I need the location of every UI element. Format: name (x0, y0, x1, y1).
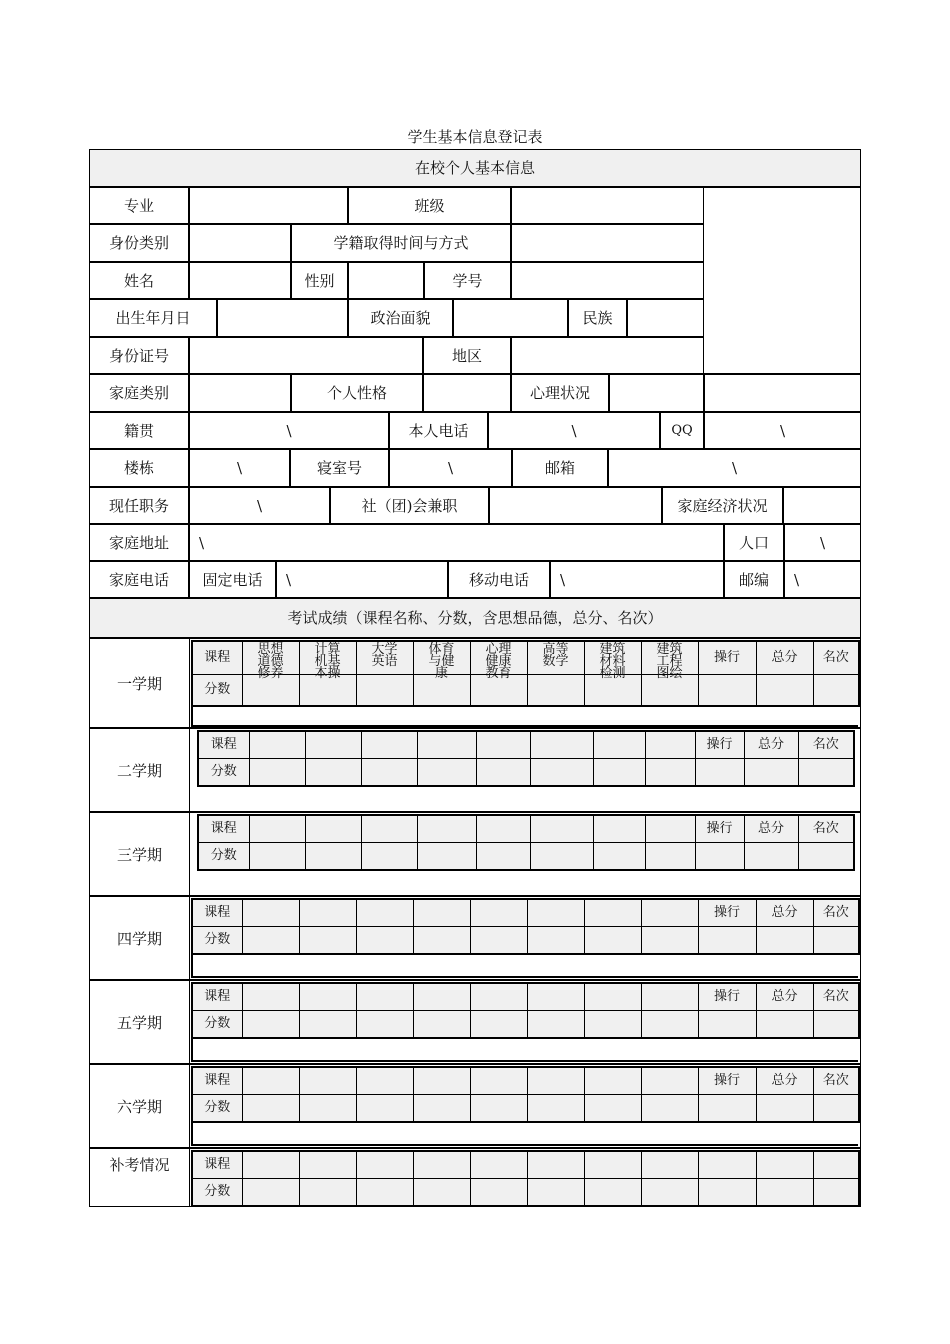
score-input[interactable] (813, 1011, 859, 1039)
conduct-label: 操行 (698, 641, 756, 675)
score-input[interactable] (527, 1179, 584, 1207)
semester-label: 六学期 (89, 1064, 190, 1148)
dorm-label: 寝室号 (290, 449, 389, 487)
subject-input[interactable] (413, 899, 470, 927)
landline-input[interactable]: \ (276, 561, 448, 598)
home-phone-label: 家庭电话 (89, 561, 189, 598)
score-input[interactable] (527, 1011, 584, 1039)
score-input[interactable] (695, 759, 744, 787)
subject-input[interactable] (527, 983, 584, 1011)
subject-input[interactable] (527, 1067, 584, 1095)
score-row-label: 分数 (192, 1095, 242, 1123)
score-input[interactable] (249, 843, 305, 871)
family-economy-input[interactable] (783, 487, 861, 524)
subject-input[interactable] (527, 1151, 584, 1179)
semester-label: 一学期 (89, 638, 190, 728)
family-type-input[interactable] (189, 374, 291, 412)
building-input[interactable]: \ (189, 449, 290, 487)
section-header-personal-info: 在校个人基本信息 (89, 149, 861, 187)
table-footer-rule (191, 703, 858, 727)
rank-label: 名次 (813, 899, 859, 927)
score-input[interactable] (299, 1011, 356, 1039)
conduct-label: 操行 (695, 731, 744, 759)
name-label: 姓名 (89, 262, 189, 299)
ethnicity-input[interactable] (627, 299, 704, 337)
score-input[interactable] (756, 1151, 813, 1179)
photo-box (703, 187, 861, 374)
grade-table (191, 640, 860, 707)
semester-label: 补考情况 (89, 1148, 190, 1207)
grade-table (191, 982, 860, 1039)
qq-label: QQ (660, 412, 704, 449)
subject-input[interactable] (641, 1067, 698, 1095)
subject-name: 心理健康教育 (470, 641, 527, 675)
score-input[interactable] (756, 1179, 813, 1207)
conduct-label: 操行 (698, 899, 756, 927)
subject-input[interactable] (356, 899, 413, 927)
score-input[interactable] (527, 675, 584, 707)
gender-label: 性别 (291, 262, 348, 299)
course-row-label: 课程 (192, 641, 242, 675)
building-label: 楼栋 (89, 449, 189, 487)
score-input[interactable] (470, 1095, 527, 1123)
total-label: 总分 (756, 641, 813, 675)
subject-input[interactable] (584, 1151, 641, 1179)
semester-label: 五学期 (89, 980, 190, 1064)
score-input[interactable] (641, 927, 698, 955)
score-input[interactable] (470, 1011, 527, 1039)
subject-input[interactable] (413, 983, 470, 1011)
score-input[interactable] (413, 1179, 470, 1207)
score-input[interactable] (813, 675, 859, 707)
subject-input[interactable] (417, 731, 476, 759)
score-input[interactable] (356, 675, 413, 707)
score-input[interactable] (356, 1011, 413, 1039)
identity-type-input[interactable] (189, 224, 291, 262)
score-input[interactable] (641, 1011, 698, 1039)
birth-date-label: 出生年月日 (89, 299, 217, 337)
score-input[interactable] (527, 927, 584, 955)
region-label: 地区 (423, 337, 511, 374)
subject-input[interactable] (356, 1151, 413, 1179)
score-input[interactable] (813, 1179, 859, 1207)
class-input[interactable] (511, 187, 704, 224)
score-row-label: 分数 (198, 843, 249, 871)
subject-input[interactable] (299, 1151, 356, 1179)
rank-label: 名次 (813, 983, 859, 1011)
subject-input[interactable] (476, 731, 530, 759)
score-input[interactable] (813, 927, 859, 955)
rank-label: 名次 (798, 731, 854, 759)
mobile-input[interactable]: \ (550, 561, 724, 598)
score-input[interactable] (527, 1095, 584, 1123)
score-input[interactable] (242, 927, 299, 955)
score-input[interactable] (476, 843, 530, 871)
subject-input[interactable] (584, 899, 641, 927)
score-input[interactable] (470, 927, 527, 955)
birth-date-input[interactable] (217, 299, 348, 337)
score-input[interactable] (299, 1179, 356, 1207)
semester-label: 三学期 (89, 812, 190, 896)
family-type-label: 家庭类别 (89, 374, 189, 412)
subject-input[interactable] (645, 815, 695, 843)
subject-name: 高等数学 (527, 641, 584, 675)
subject-input[interactable] (242, 1151, 299, 1179)
grade-table (197, 814, 855, 871)
score-input[interactable] (530, 759, 593, 787)
table-footer-rule (191, 1038, 858, 1062)
personal-phone-label: 本人电话 (389, 412, 488, 449)
grade-table (191, 1066, 860, 1123)
qq-input[interactable]: \ (704, 412, 861, 449)
subject-name: 大学英语 (356, 641, 413, 675)
ethnicity-label: 民族 (568, 299, 627, 337)
class-label: 班级 (348, 187, 511, 224)
subject-input[interactable] (527, 899, 584, 927)
population-label: 人口 (724, 524, 784, 561)
score-input[interactable] (417, 759, 476, 787)
score-input[interactable] (299, 1095, 356, 1123)
subject-input[interactable] (470, 1151, 527, 1179)
postcode-label: 邮编 (724, 561, 784, 598)
score-input[interactable] (584, 1011, 641, 1039)
home-address-input[interactable]: \ (189, 524, 724, 561)
subject-input[interactable] (530, 815, 593, 843)
mental-state-label: 心理状况 (511, 374, 609, 412)
score-input[interactable] (584, 1179, 641, 1207)
course-row-label: 课程 (192, 1067, 242, 1095)
table-footer-rule (191, 954, 858, 978)
subject-input[interactable] (356, 1067, 413, 1095)
name-input[interactable] (189, 262, 291, 299)
subject-input[interactable] (249, 815, 305, 843)
score-input[interactable] (645, 759, 695, 787)
identity-type-label: 身份类别 (89, 224, 189, 262)
subject-input[interactable] (305, 731, 361, 759)
score-input[interactable] (413, 927, 470, 955)
score-input[interactable] (530, 843, 593, 871)
political-status-input[interactable] (453, 299, 568, 337)
email-label: 邮箱 (512, 449, 608, 487)
semester-label: 四学期 (89, 896, 190, 980)
home-address-label: 家庭地址 (89, 524, 189, 561)
score-row-label: 分数 (192, 675, 242, 707)
population-input[interactable]: \ (784, 524, 861, 561)
dorm-input[interactable]: \ (389, 449, 512, 487)
subject-input[interactable] (299, 1067, 356, 1095)
conduct-label: 操行 (695, 815, 744, 843)
family-economy-label: 家庭经济状况 (662, 487, 783, 524)
subject-input[interactable] (361, 815, 417, 843)
score-row-label: 分数 (192, 1011, 242, 1039)
course-row-label: 课程 (192, 1151, 242, 1179)
subject-input[interactable] (593, 815, 645, 843)
personality-label: 个人性格 (291, 374, 423, 412)
score-input[interactable] (356, 927, 413, 955)
subject-input[interactable] (413, 1067, 470, 1095)
id-number-input[interactable] (189, 337, 423, 374)
subject-input[interactable] (305, 815, 361, 843)
subject-input[interactable] (417, 815, 476, 843)
subject-input[interactable] (645, 731, 695, 759)
score-input[interactable] (698, 675, 756, 707)
score-input[interactable] (413, 1095, 470, 1123)
subject-input[interactable] (249, 731, 305, 759)
id-number-label: 身份证号 (89, 337, 189, 374)
enroll-time-label: 学籍取得时间与方式 (291, 224, 511, 262)
total-label: 总分 (756, 983, 813, 1011)
subject-input[interactable] (242, 983, 299, 1011)
student-id-input[interactable] (511, 262, 704, 299)
mental-state-extra[interactable] (704, 374, 861, 412)
subject-input[interactable] (242, 899, 299, 927)
course-row-label: 课程 (198, 815, 249, 843)
subject-input[interactable] (413, 1151, 470, 1179)
subject-name: 体育与健康 (413, 641, 470, 675)
score-input[interactable] (242, 1179, 299, 1207)
total-label: 总分 (756, 899, 813, 927)
political-status-label: 政治面貌 (348, 299, 453, 337)
score-input[interactable] (798, 759, 854, 787)
conduct-label: 操行 (698, 983, 756, 1011)
landline-label: 固定电话 (189, 561, 276, 598)
score-input[interactable] (305, 843, 361, 871)
course-row-label: 课程 (198, 731, 249, 759)
total-label: 总分 (744, 815, 798, 843)
score-input[interactable] (698, 1095, 756, 1123)
native-place-input[interactable]: \ (189, 412, 389, 449)
subject-input[interactable] (530, 731, 593, 759)
score-input[interactable] (756, 927, 813, 955)
score-input[interactable] (756, 1095, 813, 1123)
score-input[interactable] (470, 1179, 527, 1207)
score-row-label: 分数 (198, 759, 249, 787)
score-input[interactable] (356, 1179, 413, 1207)
score-input[interactable] (756, 675, 813, 707)
form-title: 学生基本信息登记表 (407, 128, 543, 146)
subject-input[interactable] (299, 983, 356, 1011)
total-label: 总分 (756, 1067, 813, 1095)
score-input[interactable] (249, 759, 305, 787)
postcode-input[interactable]: \ (784, 561, 861, 598)
score-input[interactable] (698, 1151, 756, 1179)
section-header-exam-scores: 考试成绩（课程名称、分数，含思想品德，总分、名次） (89, 598, 861, 638)
personal-phone-input[interactable]: \ (488, 412, 660, 449)
enroll-time-input[interactable] (511, 224, 704, 262)
subject-input[interactable] (470, 899, 527, 927)
total-label: 总分 (744, 731, 798, 759)
score-input[interactable] (413, 1011, 470, 1039)
subject-name: 建筑工程图绘 (641, 641, 698, 675)
score-input[interactable] (584, 927, 641, 955)
score-input[interactable] (361, 759, 417, 787)
score-input[interactable] (695, 843, 744, 871)
score-input[interactable] (698, 1011, 756, 1039)
club-post-input[interactable] (489, 487, 662, 524)
subject-input[interactable] (641, 1151, 698, 1179)
region-input[interactable] (511, 337, 704, 374)
subject-input[interactable] (593, 731, 645, 759)
score-input[interactable] (361, 843, 417, 871)
subject-input[interactable] (641, 983, 698, 1011)
score-input[interactable] (641, 1179, 698, 1207)
mental-state-input[interactable] (609, 374, 704, 412)
rank-label: 名次 (798, 815, 854, 843)
major-input[interactable] (189, 187, 348, 224)
subject-input[interactable] (584, 983, 641, 1011)
course-row-label: 课程 (192, 899, 242, 927)
score-input[interactable] (417, 843, 476, 871)
student-id-label: 学号 (424, 262, 511, 299)
subject-name: 建筑材料检测 (584, 641, 641, 675)
score-input[interactable] (798, 843, 854, 871)
email-input[interactable]: \ (608, 449, 861, 487)
semester-label: 二学期 (89, 728, 190, 812)
subject-input[interactable] (476, 815, 530, 843)
score-input[interactable] (813, 1095, 859, 1123)
score-input[interactable] (242, 1011, 299, 1039)
rank-label: 名次 (813, 641, 859, 675)
subject-name: 计算机基本操 (299, 641, 356, 675)
current-post-input[interactable]: \ (189, 487, 330, 524)
gender-input[interactable] (348, 262, 424, 299)
subject-input[interactable] (641, 899, 698, 927)
score-input[interactable] (698, 1179, 756, 1207)
score-input[interactable] (593, 843, 645, 871)
score-input[interactable] (813, 1151, 859, 1179)
subject-input[interactable] (299, 899, 356, 927)
score-row-label: 分数 (192, 1179, 242, 1207)
score-input[interactable] (698, 927, 756, 955)
major-label: 专业 (89, 187, 189, 224)
score-input[interactable] (305, 759, 361, 787)
personality-input[interactable] (423, 374, 511, 412)
course-row-label: 课程 (192, 983, 242, 1011)
score-input[interactable] (584, 1095, 641, 1123)
rank-label: 名次 (813, 1067, 859, 1095)
current-post-label: 现任职务 (89, 487, 189, 524)
score-row-label: 分数 (192, 927, 242, 955)
score-input[interactable] (593, 759, 645, 787)
subject-input[interactable] (242, 1067, 299, 1095)
score-input[interactable] (476, 759, 530, 787)
subject-input[interactable] (470, 1067, 527, 1095)
native-place-label: 籍贯 (89, 412, 189, 449)
score-input[interactable] (744, 759, 798, 787)
score-input[interactable] (641, 1095, 698, 1123)
grade-table (191, 1150, 860, 1207)
conduct-label: 操行 (698, 1067, 756, 1095)
score-input[interactable] (645, 843, 695, 871)
table-footer-rule (191, 1122, 858, 1146)
score-input[interactable] (356, 1095, 413, 1123)
subject-input[interactable] (356, 983, 413, 1011)
score-input[interactable] (299, 927, 356, 955)
score-input[interactable] (242, 1095, 299, 1123)
subject-name: 思想道德修养 (242, 641, 299, 675)
subject-input[interactable] (470, 983, 527, 1011)
subject-input[interactable] (361, 731, 417, 759)
club-post-label: 社（团)会兼职 (330, 487, 489, 524)
grade-table (197, 730, 855, 787)
score-input[interactable] (756, 1011, 813, 1039)
subject-input[interactable] (584, 1067, 641, 1095)
mobile-label: 移动电话 (448, 561, 550, 598)
grade-table (191, 898, 860, 955)
score-input[interactable] (744, 843, 798, 871)
